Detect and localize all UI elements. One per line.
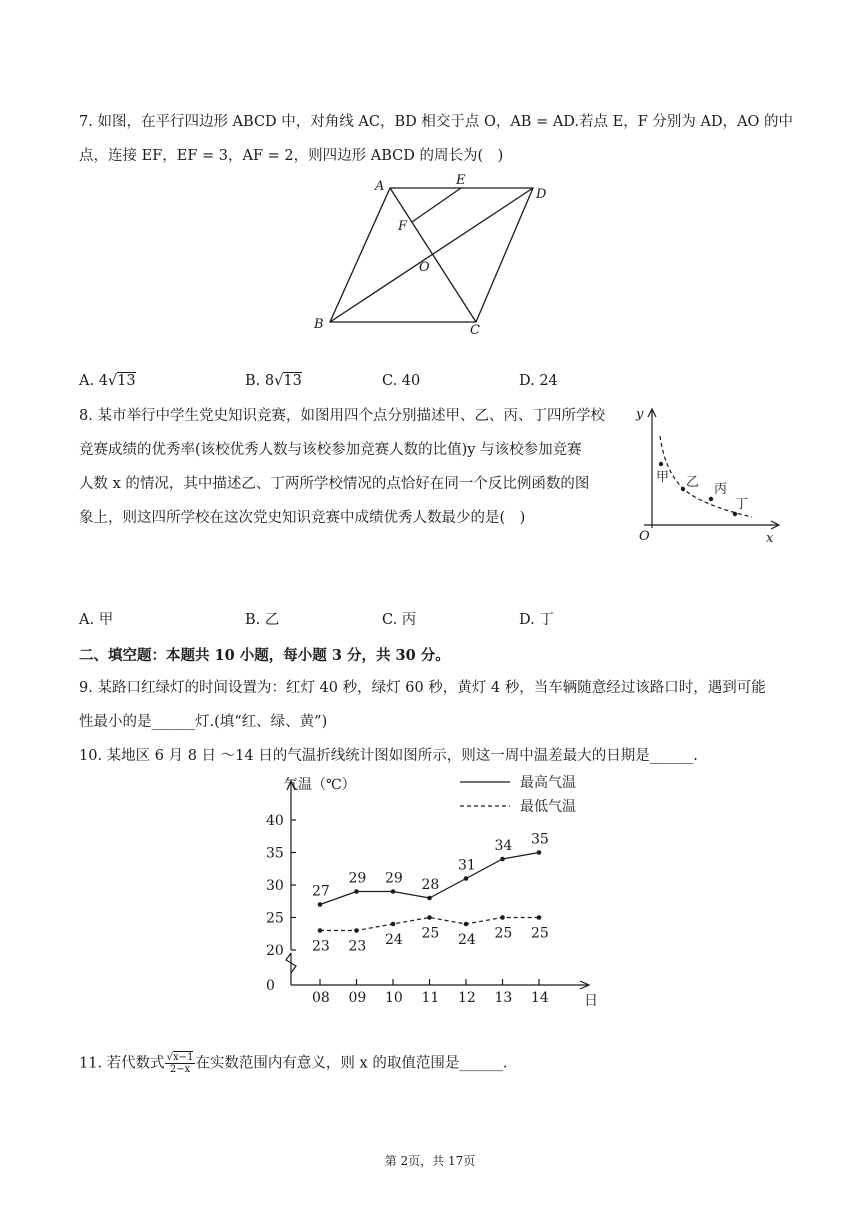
label-f: F	[398, 219, 408, 234]
q8-line1: 8. 某市举行中学生党史知识竞赛，如图用四个点分别描述甲、乙、丙、丁四所学校	[79, 408, 605, 424]
data-label: 24	[385, 932, 403, 948]
chart-x-label: 日	[584, 993, 598, 1009]
chart-y-label: 气温（℃）	[284, 777, 356, 793]
data-point	[464, 922, 469, 927]
label-origin: O	[639, 529, 650, 544]
label-x: x	[766, 531, 774, 546]
q8-option-c: C. 丙	[382, 612, 417, 628]
q11-fraction	[165, 1052, 196, 1075]
point-jia	[659, 462, 663, 466]
x-tick-label: 08	[312, 990, 330, 1006]
y-tick-label: 35	[266, 845, 284, 862]
q7-option-b: B. 8√13	[245, 373, 302, 389]
label-c: C	[470, 323, 480, 338]
data-label: 31	[458, 857, 476, 874]
q7-option-d: D. 24	[519, 373, 558, 389]
data-point	[500, 857, 505, 862]
data-label: 25	[494, 925, 513, 942]
data-label: 28	[421, 877, 440, 893]
q8-line2: 竞赛成绩的优秀率(该校优秀人数与该校参加竞赛人数的比值)y 与该校参加竞赛	[79, 442, 582, 458]
section-heading: 二、填空题：本题共 10 小题，每小题 3 分，共 30 分。	[79, 647, 450, 664]
q7-line2: 点，连接 EF，EF = 3，AF = 2，则四边形 ABCD 的周长为( )	[79, 148, 504, 164]
q8-line3: 人数 x 的情况，其中描述乙、丁两所学校情况的点恰好在同一个反比例函数的图	[79, 476, 590, 492]
data-point	[354, 889, 359, 894]
label-yi: 乙	[686, 475, 700, 490]
data-point	[500, 915, 505, 920]
data-point	[391, 889, 396, 894]
data-label: 23	[348, 938, 367, 955]
inverse-proportion-figure	[630, 400, 785, 548]
x-tick-label: 12	[458, 990, 476, 1006]
x-tick-label: 11	[421, 990, 440, 1006]
q10-line1: 10. 某地区 6 月 8 日 ～14 日的气温折线统计图如图所示，则这一周中温差最大的日期是______.	[79, 748, 698, 764]
q8-option-d: D. 丁	[519, 612, 554, 628]
data-point	[354, 928, 359, 933]
segment-ef	[412, 188, 461, 222]
y-tick-label: 25	[266, 910, 284, 927]
data-point	[391, 922, 396, 927]
parallelogram-figure	[300, 170, 570, 340]
page-footer: 第 2页，共 17页	[384, 1154, 476, 1168]
data-label: 23	[312, 938, 330, 955]
label-d: D	[536, 187, 547, 202]
temperature-line-chart	[258, 768, 620, 1014]
data-point	[318, 902, 323, 907]
y-tick-label: 30	[266, 878, 284, 894]
label-a: A	[375, 179, 385, 194]
q11-suffix: 在实数范围内有意义，则 x 的取值范围是______.	[195, 1055, 508, 1072]
label-bing: 丙	[714, 482, 728, 497]
label-jia: 甲	[656, 470, 670, 485]
q8-line4: 象上，则这四所学校在这次党史知识竞赛中成绩优秀人数最少的是( )	[79, 510, 526, 526]
data-label: 27	[312, 883, 330, 900]
q9-line2: 性最小的是______灯.(填“红、绿、黄”)	[79, 714, 328, 730]
data-point	[318, 928, 323, 933]
q8-option-a: A. 甲	[79, 612, 114, 628]
data-label: 24	[458, 932, 476, 948]
x-tick-label: 10	[385, 990, 403, 1006]
data-point	[537, 850, 542, 855]
legend-label: 最低气温	[520, 799, 576, 815]
data-label: 29	[385, 870, 403, 887]
q11-denominator: 2−x	[169, 1064, 191, 1075]
q8-option-b: B. 乙	[245, 612, 280, 628]
data-label: 29	[348, 870, 367, 887]
label-e: E	[456, 173, 466, 188]
x-tick-label: 14	[531, 990, 549, 1006]
label-o: O	[419, 260, 430, 275]
data-label: 25	[421, 925, 440, 942]
q7-option-a: A. 4√13	[79, 373, 136, 389]
data-point	[537, 915, 542, 920]
data-point	[464, 876, 469, 881]
data-point	[427, 915, 432, 920]
q9-line1: 9. 某路口红绿灯的时间设置为：红灯 40 秒，绿灯 60 秒，黄灯 4 秒，当车辆随意经过该路口时，遇到可能	[79, 680, 766, 696]
data-label: 34	[494, 838, 513, 854]
q7-line1: 7. 如图，在平行四边形 ABCD 中，对角线 AC，BD 相交于点 O，AB = AD.若点 E，F 分别为 AD，AO 的中	[79, 114, 794, 130]
data-point	[427, 896, 432, 901]
q7-option-c: C. 40	[382, 373, 421, 389]
point-ding	[733, 512, 737, 516]
x-tick-label: 13	[494, 990, 513, 1006]
y-tick-label: 0	[266, 978, 275, 994]
point-yi	[681, 487, 685, 491]
data-label: 25	[531, 925, 549, 942]
label-ding: 丁	[735, 497, 749, 512]
label-b: B	[314, 317, 324, 332]
q11-line1	[79, 1052, 507, 1075]
y-tick-label: 20	[266, 943, 284, 959]
y-tick-label: 40	[266, 813, 284, 829]
q11-numerator: √x−1	[166, 1052, 194, 1063]
q11-prefix: 11. 若代数式	[79, 1055, 165, 1072]
data-label: 35	[531, 831, 549, 848]
legend-label: 最高气温	[520, 775, 576, 791]
point-bing	[709, 497, 713, 501]
x-tick-label: 09	[348, 990, 367, 1006]
label-y: y	[636, 407, 644, 422]
